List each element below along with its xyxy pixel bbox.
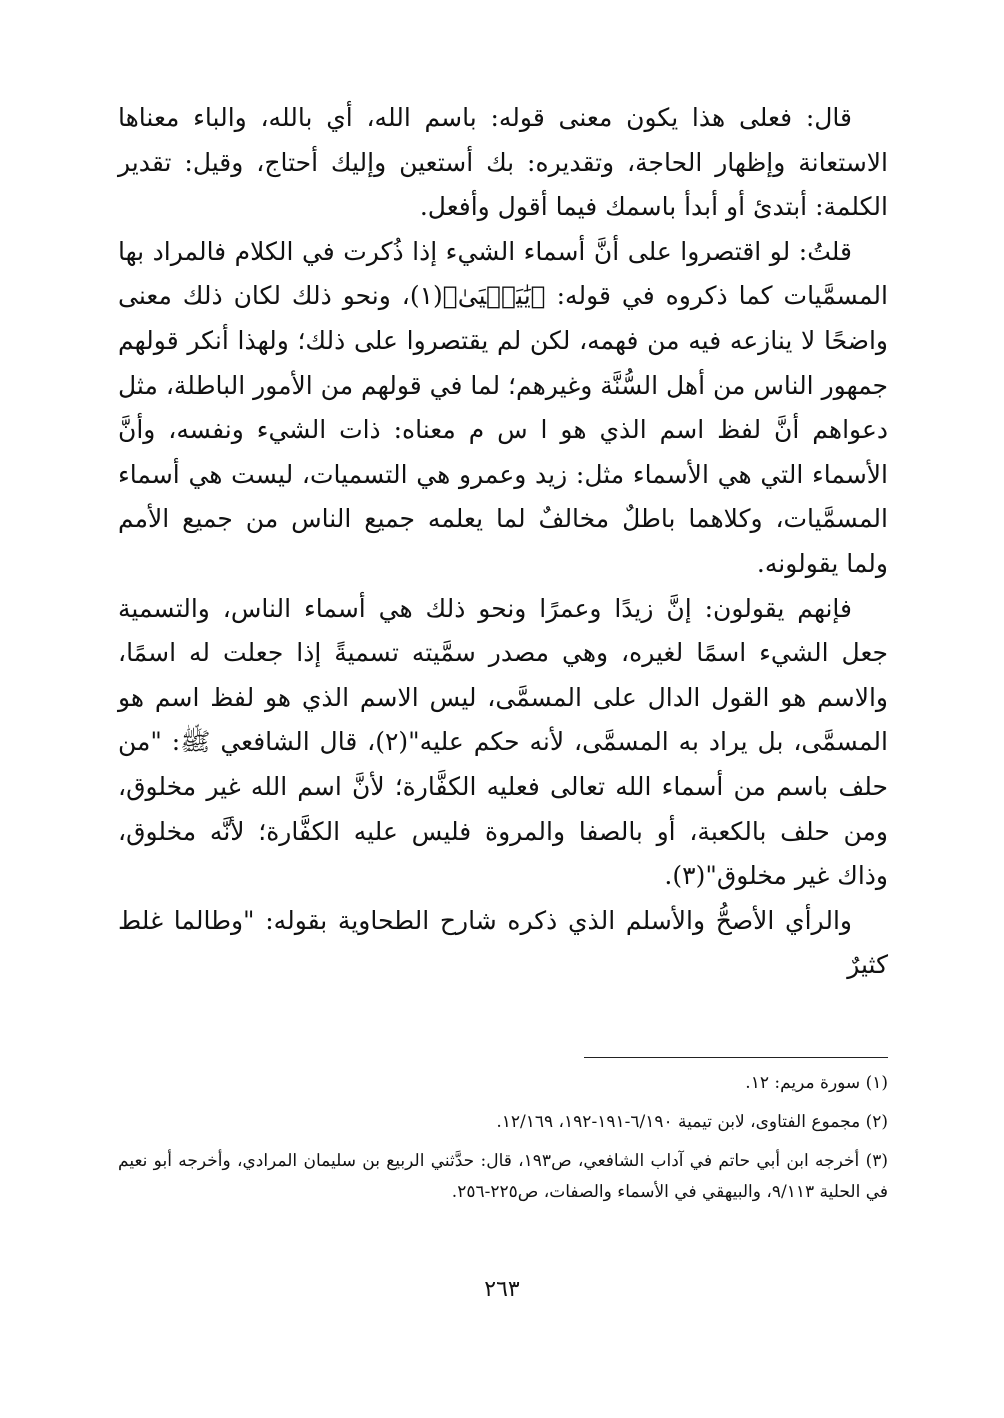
main-text	[118, 96, 888, 988]
footnote-1: (١) سورة مريم: ١٢.	[745, 1073, 888, 1093]
page-number: ٢٦٣	[484, 1277, 520, 1302]
footnotes	[118, 1068, 888, 1216]
paragraph-2: قلتُ: لو اقتصروا على أنَّ أسماء الشيء إذا ذُكرت في الكلام فالمراد بها المسمَّيات كما ذكروه في قوله: ﴿يَٰيَحۡيَىٰ﴾(١)، ونحو ذلك لكان ذلك معنى واضحًا لا ينازعه فيه من فهمه، لكن لم يقتصروا على ذلك؛ ولهذا أنكر قولهم جمهور الناس من أهل السُّنَّة وغيرهم؛ لما في قولهم من الأمور الباطلة، مثل دعواهم أنَّ لفظ اسم الذي هو ا س م معناه: ذات الشيء ونفسه، وأنَّ الأسماء التي هي الأسماء مثل: زيد وعمرو هي التسميات، ليست هي أسماء المسمَّيات، وكلاهما باطلٌ مخالفٌ لما يعلمه جميع الناس من جميع الأمم ولما يقولونه.	[118, 236, 888, 578]
paragraph-4: والرأي الأصحُّ والأسلم الذي ذكره شارح الطحاوية بقوله: "وطالما غلط كثيرٌ	[118, 905, 888, 980]
footnote-divider	[584, 1057, 888, 1058]
paragraph-1: قال: فعلى هذا يكون معنى قوله: باسم الله، أي بالله، والباء معناها الاستعانة وإظهار الحاجة، وتقديره: بك أستعين وإليك أحتاج، وقيل: تقدير الكلمة: أبتدئ أو أبدأ باسمك فيما أقول وأفعل.	[118, 103, 888, 222]
footnote-3: (٣) أخرجه ابن أبي حاتم في آداب الشافعي، ص١٩٣، قال: حدَّثني الربيع بن سليمان المرادي، وأخرجه أبو نعيم في الحلية ٩/١١٣، والبيهقي في الأسماء والصفات، ص٢٢٥-٢٥٦.	[118, 1151, 888, 1202]
footnote-2: (٢) مجموع الفتاوى، لابن تيمية ٦/١٩٠-١٩١-١٩٢، ١٢/١٦٩.	[496, 1112, 888, 1132]
paragraph-3: فإنهم يقولون: إنَّ زيدًا وعمرًا ونحو ذلك هي أسماء الناس، والتسمية جعل الشيء اسمًا لغيره، وهي مصدر سمَّيته تسميةً إذا جعلت له اسمًا، والاسم هو القول الدال على المسمَّى، ليس الاسم الذي هو لفظ اسم هو المسمَّى، بل يراد به المسمَّى، لأنه حكم عليه"(٢)، قال الشافعي ﷺ: "من حلف باسم من أسماء الله تعالى فعليه الكفَّارة؛ لأنَّ اسم الله غير مخلوق، ومن حلف بالكعبة، أو بالصفا والمروة فليس عليه الكفَّارة؛ لأنَّه مخلوق، وذاك غير مخلوق"(٣).	[118, 593, 888, 891]
